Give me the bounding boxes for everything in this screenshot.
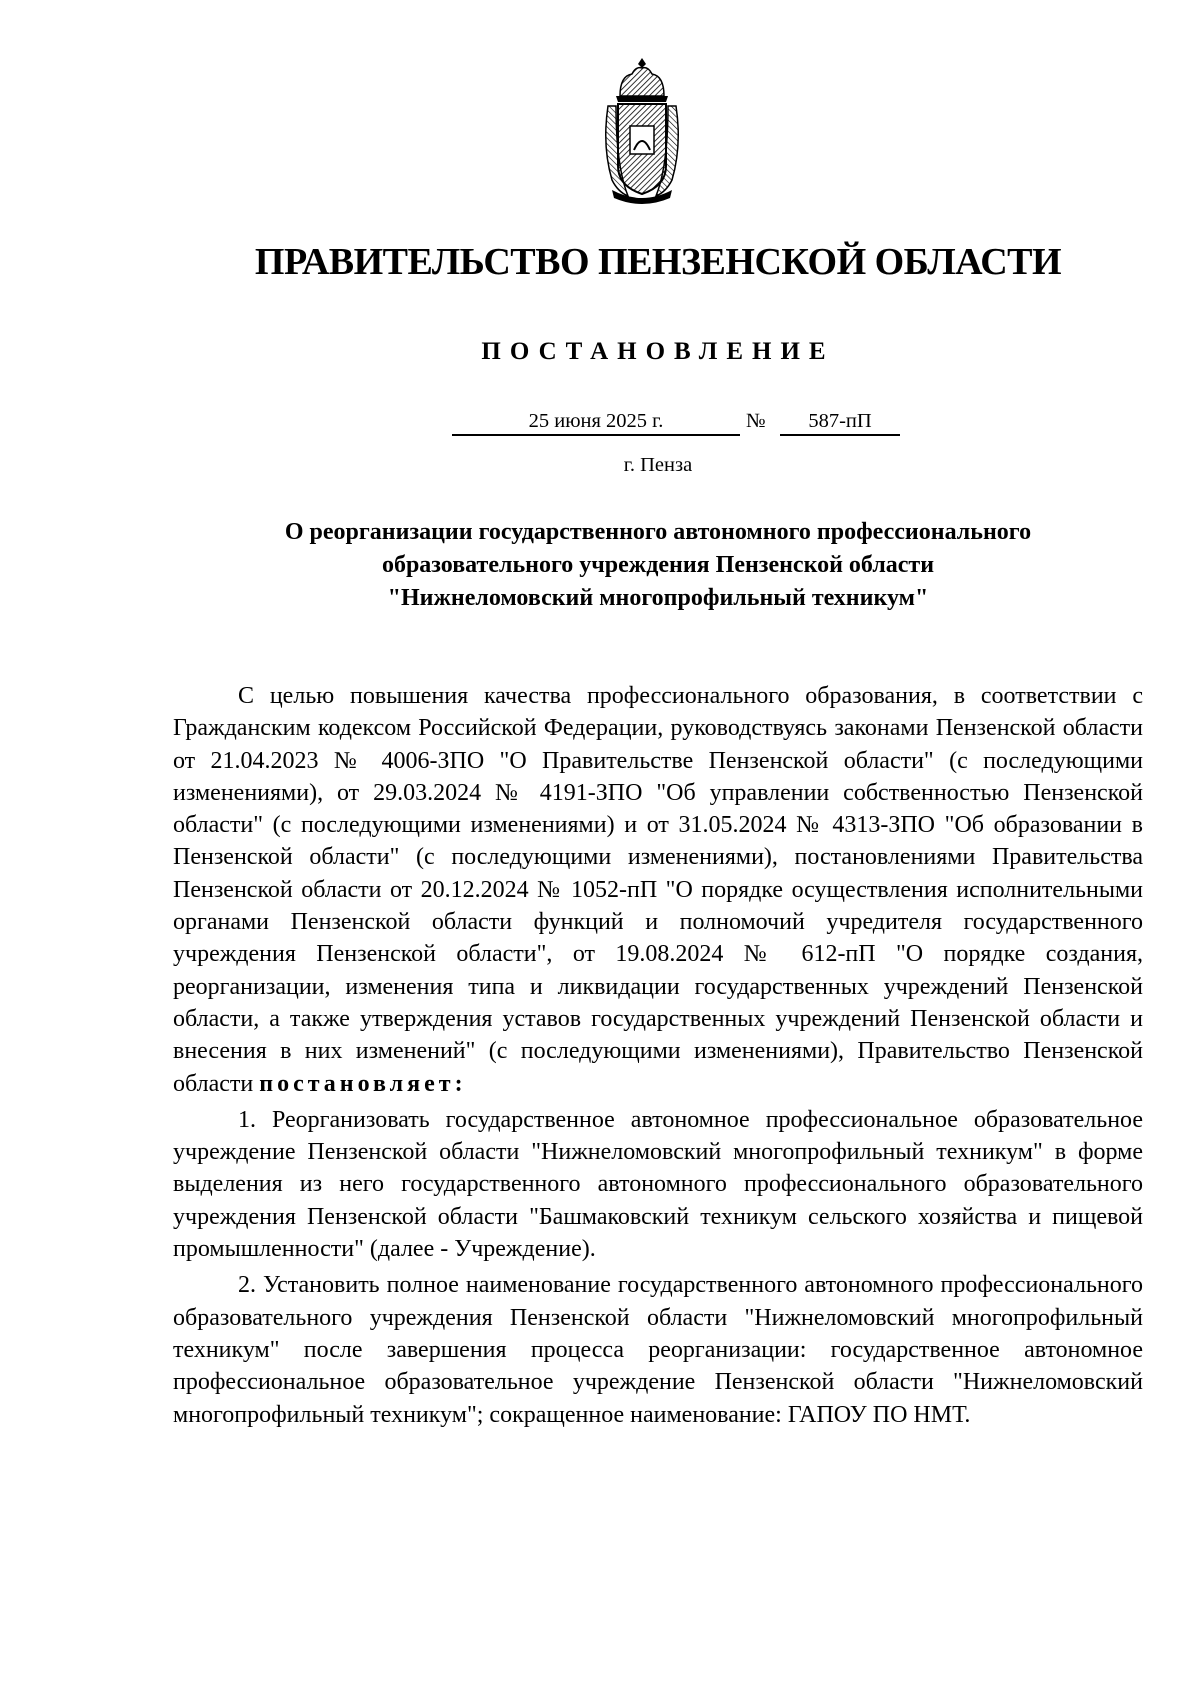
document-number: 587-пП [780, 410, 900, 436]
document-date: 25 июня 2025 г. [452, 410, 740, 436]
subject-line-2: образовательного учреждения Пензенской области [381, 552, 935, 578]
preamble-text: С целью повышения качества профессионального образования, в соответствии с Гражданским кодексом Российской Федерации, руководствуясь законами Пензенской области от 21.04.2023 № 4006-ЗПО "О Правительстве Пензенской области" (с последующими изменениями), от 29.03.2024 № 4191-ЗПО "Об управлении собственностью Пензенской области" (с последующими изменениями) и от 31.05.2024 № 4313-ЗПО "Об образовании в Пензенской области" (с последующими изменениями), постановлениями Правительства Пензенской области от 20.12.2024 № 1052-пП "О порядке осуществления исполнительными органами Пензенской области функций и полномочий учредителя государственного учреждения Пензенской области", от 19.08.2024 № 612-пП "О порядке создания, реорганизации, изменения типа и ликвидации государственных учреждений Пензенской области, а также утверждения уставов государственных учреждений Пензенской области и внесения в них изменений" (с последующими изменениями), Правительство Пензенской области [173, 683, 1143, 1097]
subject-line-1: О реорганизации государственного автономного профессионального [284, 519, 1032, 545]
document-body [173, 680, 1143, 1435]
coat-of-arms-icon [598, 56, 686, 204]
city-name: г. Пенза [623, 454, 693, 476]
decree-word: постановляет: [259, 1070, 467, 1097]
number-sign: № [746, 410, 766, 432]
document-subject [200, 516, 1116, 615]
item-1-paragraph: 1. Реорганизовать государственное автономное профессиональное образовательное учреждение Пензенской области "Нижнеломовский многопрофильный техникум" в форме выделения из него государственного автономного профессионального образовательного учреждения Пензенской области "Башмаковский техникум сельского хозяйства и пищевой промышленности" (далее - Учреждение). [173, 1106, 1143, 1263]
item-2-paragraph: 2. Установить полное наименование государственного автономного профессионального образовательного учреждения Пензенской области "Нижнеломовский многопрофильный техникум" после завершения процесса реорганизации: государственное автономное профессиональное образовательное учреждение Пензенской области "Нижнеломовский многопрофильный техникум"; сокращенное наименование: ГАПОУ ПО НМТ. [173, 1272, 1143, 1428]
government-name: ПРАВИТЕЛЬСТВО ПЕНЗЕНСКОЙ ОБЛАСТИ [254, 241, 1062, 283]
subject-line-3: "Нижнеломовский многопрофильный техникум" [387, 585, 929, 611]
preamble-paragraph [173, 680, 1143, 1100]
document-type-title: ПОСТАНОВЛЕНИЕ [481, 338, 835, 365]
